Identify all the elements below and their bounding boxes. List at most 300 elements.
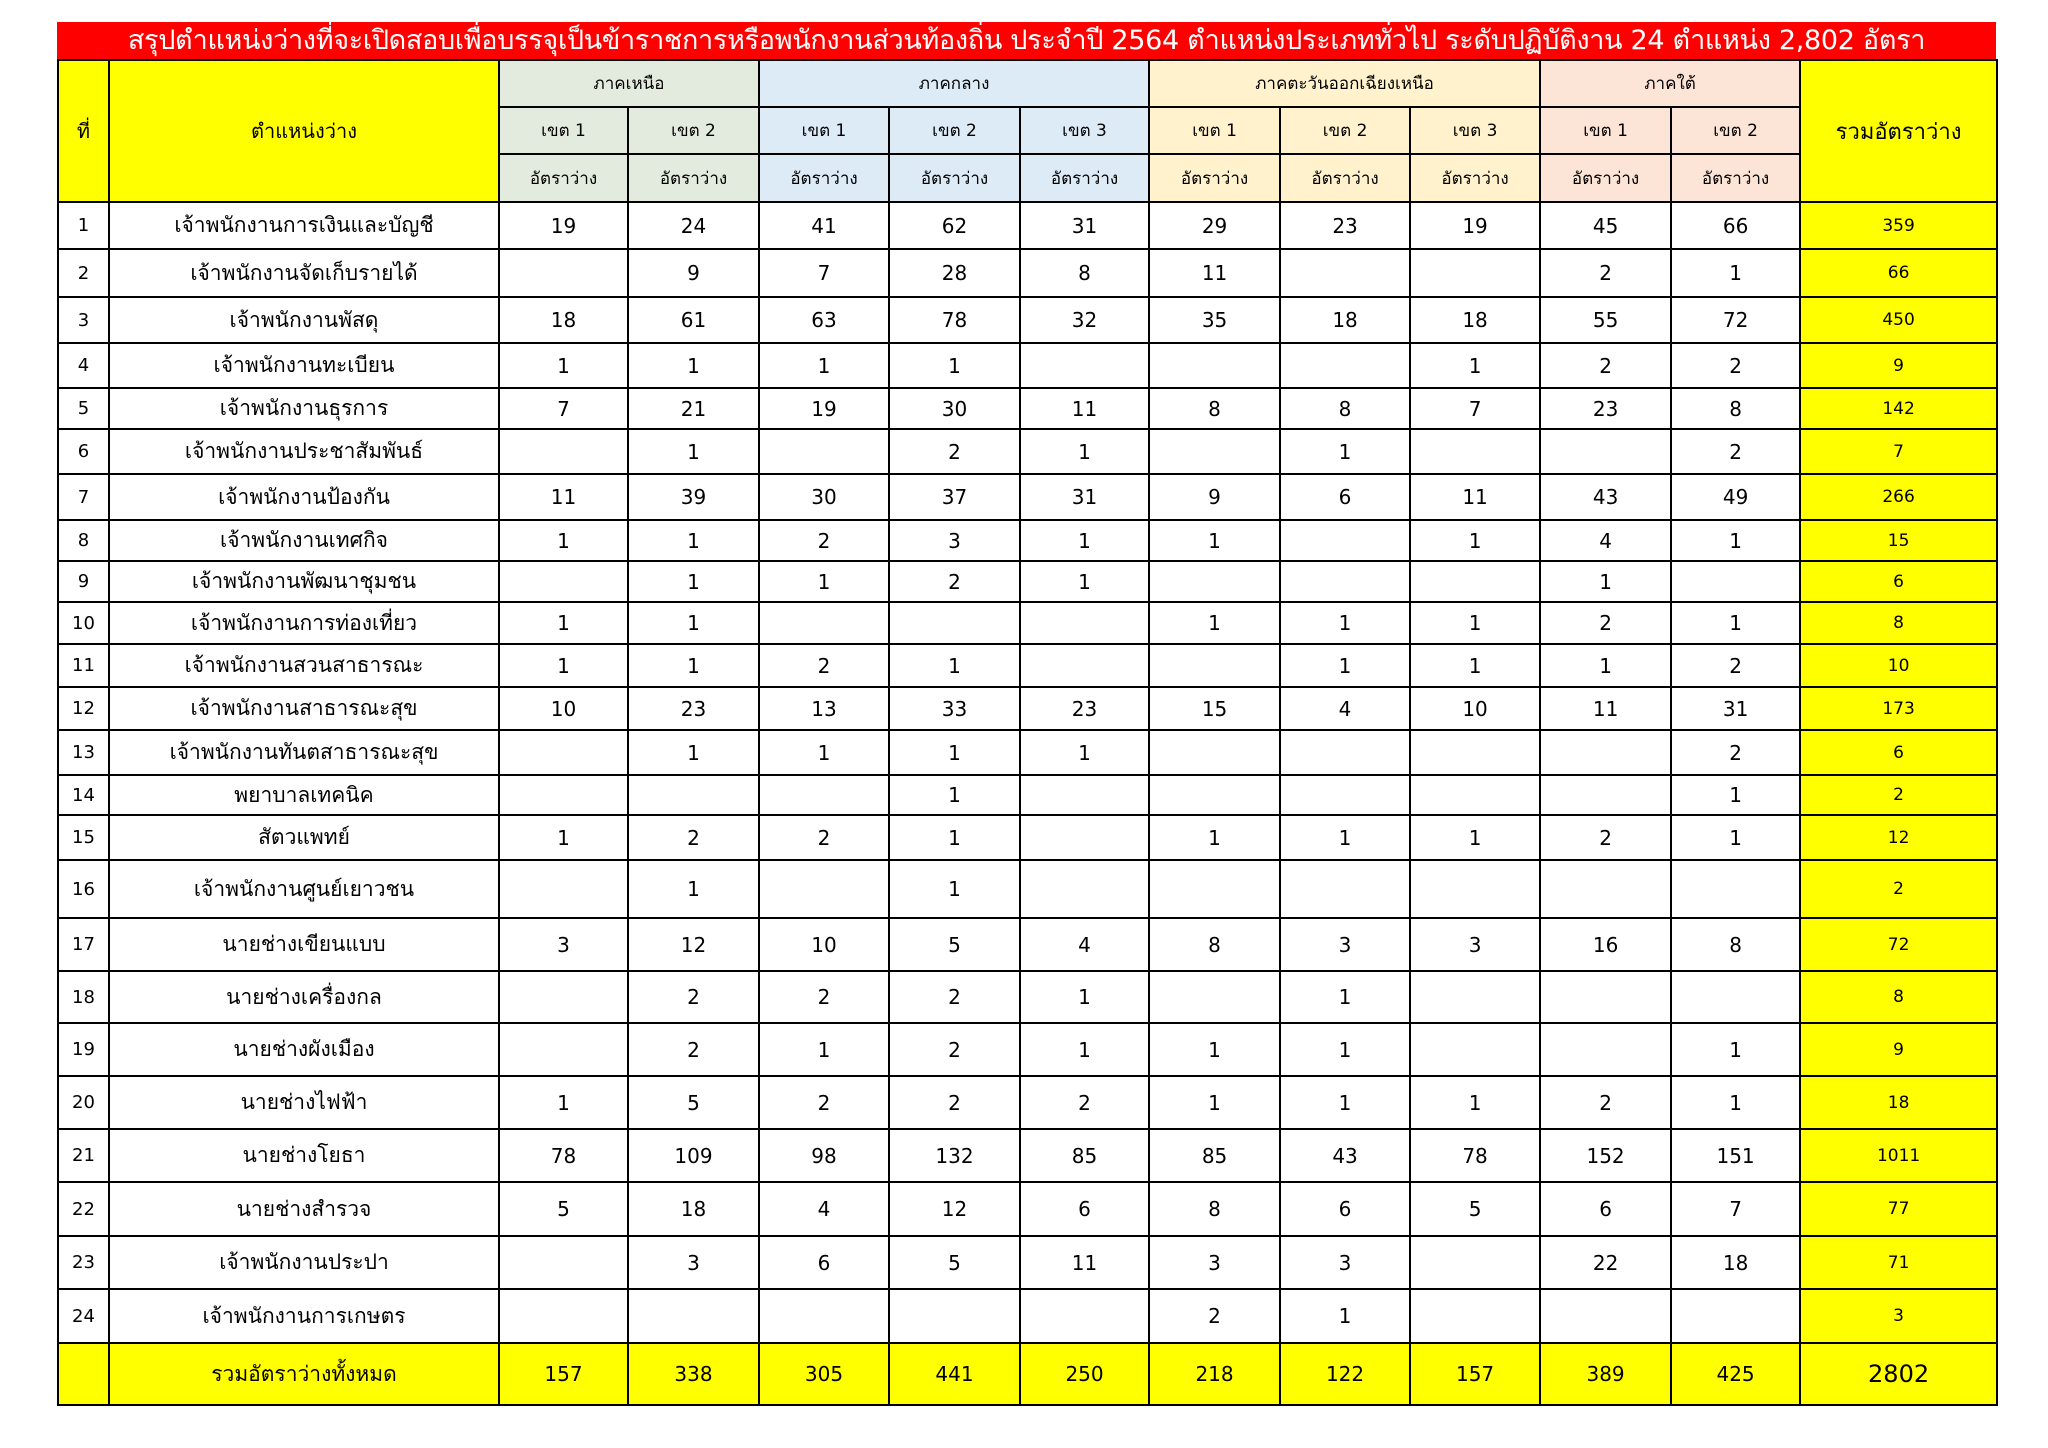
vacancy-cell: 23 [1020,687,1149,730]
position-name: เจ้าพนักงานเทศกิจ [109,520,499,561]
header-zone-central-2: เขต 2 [889,107,1020,154]
vacancy-cell: 5 [889,918,1020,971]
column-total: 250 [1020,1343,1149,1405]
vacancy-cell: 10 [759,918,889,971]
vacancy-cell: 31 [1020,202,1149,249]
row-number: 19 [58,1023,109,1076]
header-zone-northeast-1: เขต 1 [1149,107,1280,154]
vacancy-cell: 1 [628,343,759,388]
position-name: เจ้าพนักงานการเงินและบัญชี [109,202,499,249]
vacancy-cell: 1 [889,860,1020,918]
vacancy-cell [1410,860,1540,918]
vacancy-cell: 11 [1020,1236,1149,1289]
vacancy-cell: 1 [1410,644,1540,687]
row-total: 77 [1800,1182,1997,1236]
position-name: เจ้าพนักงานจัดเก็บรายได้ [109,249,499,297]
vacancy-cell: 1 [1671,815,1800,860]
vacancy-cell [889,602,1020,644]
vacancy-cell: 4 [1280,687,1410,730]
row-total: 12 [1800,815,1997,860]
vacancy-cell [1671,971,1800,1023]
vacancy-cell [1280,860,1410,918]
header-sublabel: อัตราว่าง [1020,154,1149,202]
vacancy-cell: 61 [628,297,759,343]
vacancy-cell: 8 [1149,918,1280,971]
vacancy-cell: 6 [1280,1182,1410,1236]
vacancy-cell: 2 [628,1023,759,1076]
vacancy-cell: 11 [1410,474,1540,520]
row-number: 11 [58,644,109,687]
vacancy-cell: 45 [1540,202,1671,249]
vacancy-cell [1410,249,1540,297]
vacancy-cell: 1 [1410,602,1540,644]
header-sublabel: อัตราว่าง [628,154,759,202]
row-number: 3 [58,297,109,343]
column-total: 157 [499,1343,628,1405]
vacancy-cell [1020,602,1149,644]
table-row [58,602,1997,644]
vacancy-cell [759,775,889,815]
vacancy-cell [499,429,628,474]
vacancy-cell: 2 [1149,1289,1280,1343]
vacancy-cell: 6 [1020,1182,1149,1236]
table-row [58,297,1997,343]
vacancy-cell: 31 [1671,687,1800,730]
position-name: เจ้าพนักงานการเกษตร [109,1289,499,1343]
vacancy-cell: 5 [1410,1182,1540,1236]
vacancy-table [57,59,1998,1406]
vacancy-cell: 1 [759,343,889,388]
row-total: 359 [1800,202,1997,249]
row-number: 12 [58,687,109,730]
vacancy-cell [1410,1023,1540,1076]
vacancy-cell: 1 [1280,429,1410,474]
row-number: 5 [58,388,109,429]
vacancy-cell [1410,1236,1540,1289]
row-number: 15 [58,815,109,860]
vacancy-cell: 1 [889,815,1020,860]
total-row [58,1343,1997,1405]
vacancy-cell [1149,860,1280,918]
vacancy-cell [1410,971,1540,1023]
vacancy-cell: 3 [499,918,628,971]
vacancy-cell: 18 [1280,297,1410,343]
vacancy-cell: 19 [1410,202,1540,249]
vacancy-cell: 98 [759,1129,889,1182]
vacancy-cell: 5 [628,1076,759,1129]
vacancy-cell: 18 [499,297,628,343]
row-number: 22 [58,1182,109,1236]
row-total: 142 [1800,388,1997,429]
header-zone-northeast-2: เขต 2 [1280,107,1410,154]
vacancy-cell: 1 [1671,775,1800,815]
row-number: 4 [58,343,109,388]
position-name: นายช่างไฟฟ้า [109,1076,499,1129]
row-total: 3 [1800,1289,1997,1343]
row-total: 66 [1800,249,1997,297]
column-total: 425 [1671,1343,1800,1405]
row-total: 8 [1800,602,1997,644]
vacancy-cell: 8 [1149,1182,1280,1236]
vacancy-cell: 2 [1671,644,1800,687]
vacancy-cell [1671,1289,1800,1343]
vacancy-cell: 62 [889,202,1020,249]
vacancy-cell: 33 [889,687,1020,730]
vacancy-cell: 8 [1149,388,1280,429]
vacancy-cell: 7 [499,388,628,429]
vacancy-cell [499,971,628,1023]
row-number: 17 [58,918,109,971]
column-total: 157 [1410,1343,1540,1405]
vacancy-cell: 4 [759,1182,889,1236]
vacancy-cell: 12 [889,1182,1020,1236]
table-row [58,249,1997,297]
vacancy-cell: 24 [628,202,759,249]
row-total: 7 [1800,429,1997,474]
vacancy-cell: 78 [1410,1129,1540,1182]
row-total: 72 [1800,918,1997,971]
vacancy-cell: 35 [1149,297,1280,343]
vacancy-cell [499,1289,628,1343]
vacancy-cell: 2 [1671,343,1800,388]
vacancy-cell [1540,1023,1671,1076]
vacancy-cell: 1 [499,602,628,644]
vacancy-cell: 13 [759,687,889,730]
vacancy-cell: 1 [628,520,759,561]
vacancy-cell: 4 [1540,520,1671,561]
position-name: นายช่างผังเมือง [109,1023,499,1076]
vacancy-cell: 23 [628,687,759,730]
vacancy-cell: 1 [1280,1289,1410,1343]
vacancy-cell: 1 [499,1076,628,1129]
vacancy-cell [1540,1289,1671,1343]
position-name: เจ้าพนักงานศูนย์เยาวชน [109,860,499,918]
vacancy-cell: 1 [628,561,759,602]
vacancy-cell: 1 [759,730,889,775]
table-row [58,343,1997,388]
vacancy-cell: 2 [759,971,889,1023]
vacancy-cell [1540,860,1671,918]
table-row [58,429,1997,474]
row-total: 6 [1800,561,1997,602]
vacancy-cell: 2 [1671,429,1800,474]
table-row [58,1289,1997,1343]
row-total: 9 [1800,1023,1997,1076]
header-row-regions [58,60,1997,107]
vacancy-cell: 11 [1149,249,1280,297]
vacancy-cell: 32 [1020,297,1149,343]
table-row [58,730,1997,775]
vacancy-cell: 3 [889,520,1020,561]
position-name: เจ้าพนักงานทะเบียน [109,343,499,388]
vacancy-cell [1671,561,1800,602]
vacancy-cell: 66 [1671,202,1800,249]
vacancy-cell: 10 [1410,687,1540,730]
vacancy-cell: 1 [1020,730,1149,775]
vacancy-cell: 7 [759,249,889,297]
position-name: เจ้าพนักงานธุรการ [109,388,499,429]
vacancy-cell [759,860,889,918]
vacancy-cell [1410,1289,1540,1343]
vacancy-cell [1020,644,1149,687]
vacancy-cell: 1 [889,644,1020,687]
vacancy-cell: 1 [1410,1076,1540,1129]
vacancy-cell: 7 [1671,1182,1800,1236]
vacancy-cell: 3 [628,1236,759,1289]
vacancy-cell [1020,343,1149,388]
vacancy-cell: 3 [1149,1236,1280,1289]
header-region-central: ภาคกลาง [759,60,1149,107]
header-sublabel: อัตราว่าง [1671,154,1800,202]
row-number: 8 [58,520,109,561]
vacancy-cell [1280,730,1410,775]
vacancy-cell: 3 [1410,918,1540,971]
vacancy-cell: 12 [628,918,759,971]
vacancy-cell [759,1289,889,1343]
vacancy-cell [1280,520,1410,561]
vacancy-cell: 2 [759,520,889,561]
vacancy-cell [628,1289,759,1343]
column-total: 122 [1280,1343,1410,1405]
position-name: เจ้าพนักงานป้องกัน [109,474,499,520]
vacancy-cell: 1 [1149,602,1280,644]
table-row [58,1182,1997,1236]
vacancy-cell: 1 [499,644,628,687]
vacancy-cell [499,1236,628,1289]
row-total: 6 [1800,730,1997,775]
row-total: 15 [1800,520,1997,561]
vacancy-cell [889,1289,1020,1343]
vacancy-cell: 1 [1280,1076,1410,1129]
vacancy-cell: 1 [1671,1076,1800,1129]
vacancy-cell: 41 [759,202,889,249]
vacancy-cell: 2 [889,561,1020,602]
vacancy-cell [1020,775,1149,815]
vacancy-cell [1540,971,1671,1023]
row-total: 1011 [1800,1129,1997,1182]
vacancy-cell [1280,249,1410,297]
vacancy-cell: 1 [1410,343,1540,388]
vacancy-cell: 1 [1280,644,1410,687]
vacancy-cell: 29 [1149,202,1280,249]
position-name: เจ้าพนักงานพัสดุ [109,297,499,343]
header-zone-northeast-3: เขต 3 [1410,107,1540,154]
row-total: 8 [1800,971,1997,1023]
vacancy-cell: 1 [1540,644,1671,687]
vacancy-cell: 9 [1149,474,1280,520]
vacancy-cell: 11 [1540,687,1671,730]
position-name: นายช่างสำรวจ [109,1182,499,1236]
vacancy-cell: 2 [1540,343,1671,388]
table-row [58,1129,1997,1182]
vacancy-cell: 11 [1020,388,1149,429]
vacancy-cell: 5 [889,1236,1020,1289]
vacancy-cell [1020,860,1149,918]
position-name: เจ้าพนักงานประชาสัมพันธ์ [109,429,499,474]
header-region-northeast: ภาคตะวันออกเฉียงเหนือ [1149,60,1540,107]
vacancy-cell: 19 [499,202,628,249]
vacancy-cell [1280,775,1410,815]
vacancy-cell: 28 [889,249,1020,297]
vacancy-cell [1540,775,1671,815]
vacancy-cell: 78 [499,1129,628,1182]
header-no: ที่ [58,60,109,202]
vacancy-cell [1671,860,1800,918]
vacancy-cell: 109 [628,1129,759,1182]
row-number: 23 [58,1236,109,1289]
row-number: 13 [58,730,109,775]
header-sublabel: อัตราว่าง [889,154,1020,202]
column-total: 441 [889,1343,1020,1405]
vacancy-cell: 2 [889,971,1020,1023]
vacancy-cell [1410,730,1540,775]
row-total: 10 [1800,644,1997,687]
vacancy-cell: 49 [1671,474,1800,520]
vacancy-cell [1149,429,1280,474]
vacancy-cell: 1 [1671,249,1800,297]
vacancy-cell: 1 [1020,520,1149,561]
vacancy-cell: 1 [889,343,1020,388]
vacancy-cell: 18 [628,1182,759,1236]
vacancy-cell: 63 [759,297,889,343]
vacancy-cell: 1 [1671,602,1800,644]
header-sublabel: อัตราว่าง [1410,154,1540,202]
vacancy-cell: 152 [1540,1129,1671,1182]
vacancy-cell: 7 [1410,388,1540,429]
table-row [58,388,1997,429]
vacancy-cell: 1 [1671,1023,1800,1076]
row-number: 6 [58,429,109,474]
row-total: 173 [1800,687,1997,730]
vacancy-cell: 2 [889,1076,1020,1129]
header-zone-south-2: เขต 2 [1671,107,1800,154]
table-row [58,1236,1997,1289]
row-total: 18 [1800,1076,1997,1129]
table-row [58,815,1997,860]
header-zone-central-1: เขต 1 [759,107,889,154]
vacancy-cell [1410,429,1540,474]
vacancy-cell: 1 [1410,815,1540,860]
header-zone-south-1: เขต 1 [1540,107,1671,154]
vacancy-cell: 1 [889,775,1020,815]
row-number: 1 [58,202,109,249]
vacancy-cell: 10 [499,687,628,730]
vacancy-cell: 2 [1671,730,1800,775]
vacancy-cell: 6 [1280,474,1410,520]
grand-total: 2802 [1800,1343,1997,1405]
column-total: 305 [759,1343,889,1405]
vacancy-cell: 2 [1540,602,1671,644]
position-name: นายช่างเครื่องกล [109,971,499,1023]
vacancy-cell: 1 [1280,971,1410,1023]
row-total: 9 [1800,343,1997,388]
vacancy-cell: 16 [1540,918,1671,971]
table-row [58,1023,1997,1076]
column-total: 389 [1540,1343,1671,1405]
header-sublabel: อัตราว่าง [1149,154,1280,202]
vacancy-cell: 8 [1671,388,1800,429]
vacancy-cell: 1 [1020,429,1149,474]
vacancy-cell [759,602,889,644]
vacancy-cell [1020,1289,1149,1343]
header-sublabel: อัตราว่าง [1540,154,1671,202]
vacancy-cell [499,1023,628,1076]
vacancy-cell: 1 [499,520,628,561]
vacancy-cell: 1 [628,730,759,775]
position-name: เจ้าพนักงานทันตสาธารณะสุข [109,730,499,775]
vacancy-cell: 8 [1280,388,1410,429]
vacancy-cell [499,775,628,815]
vacancy-cell: 1 [1020,561,1149,602]
total-row-label: รวมอัตราว่างทั้งหมด [109,1343,499,1405]
vacancy-cell: 39 [628,474,759,520]
vacancy-cell: 6 [759,1236,889,1289]
header-sublabel: อัตราว่าง [759,154,889,202]
row-total: 450 [1800,297,1997,343]
row-number: 16 [58,860,109,918]
header-region-south: ภาคใต้ [1540,60,1800,107]
vacancy-cell: 30 [759,474,889,520]
vacancy-cell: 4 [1020,918,1149,971]
position-name: เจ้าพนักงานสาธารณะสุข [109,687,499,730]
row-total: 71 [1800,1236,1997,1289]
vacancy-cell: 37 [889,474,1020,520]
table-row [58,860,1997,918]
row-number: 7 [58,474,109,520]
header-position: ตำแหน่งว่าง [109,60,499,202]
vacancy-cell: 1 [889,730,1020,775]
vacancy-cell: 85 [1020,1129,1149,1182]
vacancy-cell: 2 [759,644,889,687]
vacancy-cell: 2 [1540,249,1671,297]
vacancy-cell: 8 [1671,918,1800,971]
row-number: 24 [58,1289,109,1343]
vacancy-cell: 9 [628,249,759,297]
vacancy-cell: 2 [889,1023,1020,1076]
table-row [58,561,1997,602]
vacancy-cell: 43 [1280,1129,1410,1182]
vacancy-cell [1149,971,1280,1023]
row-total: 2 [1800,775,1997,815]
vacancy-cell [1410,775,1540,815]
vacancy-cell: 55 [1540,297,1671,343]
vacancy-cell: 18 [1671,1236,1800,1289]
vacancy-cell: 2 [628,815,759,860]
vacancy-cell: 1 [1280,815,1410,860]
vacancy-cell: 30 [889,388,1020,429]
vacancy-cell [1020,815,1149,860]
table-row [58,520,1997,561]
row-number: 14 [58,775,109,815]
vacancy-cell [1410,561,1540,602]
table-row [58,687,1997,730]
vacancy-cell: 3 [1280,1236,1410,1289]
vacancy-cell [1149,775,1280,815]
vacancy-cell: 1 [1280,602,1410,644]
position-name: สัตวแพทย์ [109,815,499,860]
vacancy-cell [499,860,628,918]
vacancy-cell [499,249,628,297]
vacancy-cell: 1 [499,343,628,388]
vacancy-cell: 1 [1540,561,1671,602]
row-number: 9 [58,561,109,602]
vacancy-cell: 1 [759,1023,889,1076]
position-name: เจ้าพนักงานพัฒนาชุมชน [109,561,499,602]
table-row [58,971,1997,1023]
vacancy-cell: 85 [1149,1129,1280,1182]
vacancy-cell: 5 [499,1182,628,1236]
vacancy-cell: 1 [499,815,628,860]
